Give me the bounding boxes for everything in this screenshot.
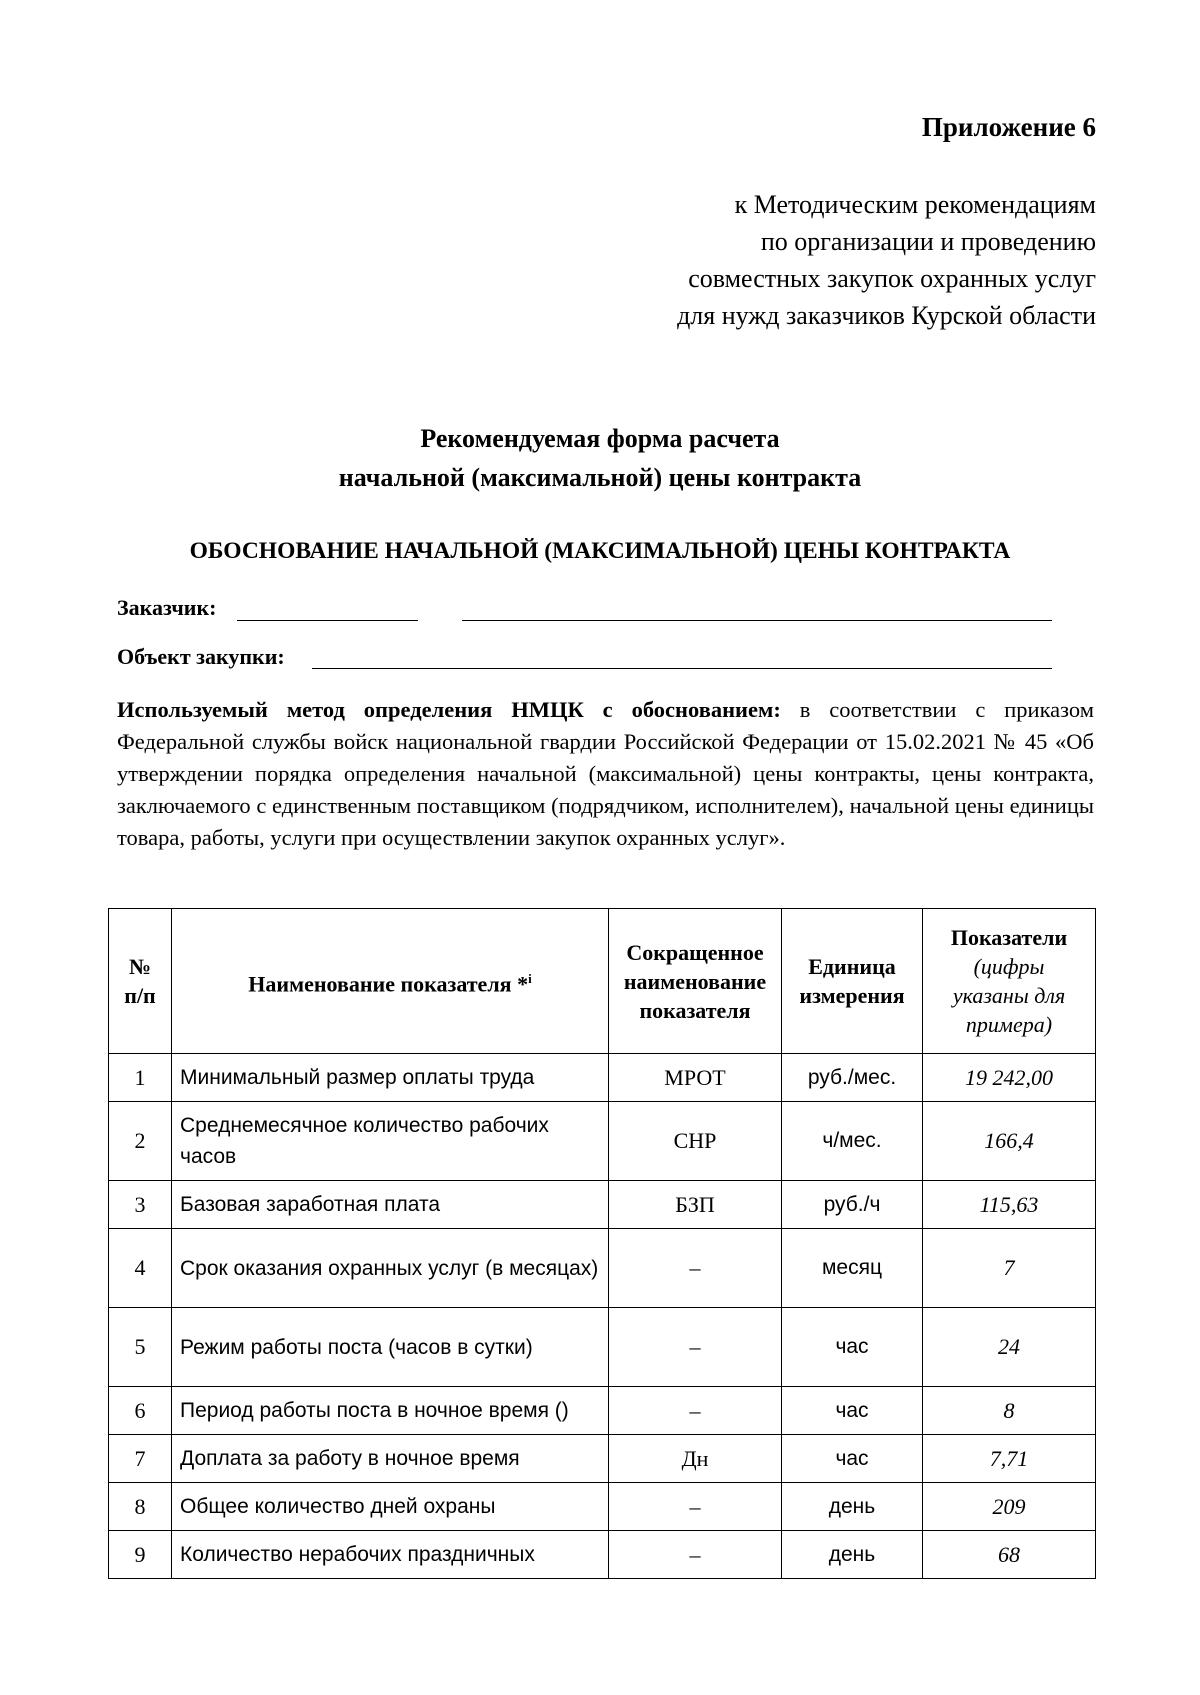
- row-abbreviation: БЗП: [609, 1181, 782, 1229]
- row-unit: час: [782, 1308, 923, 1387]
- method-paragraph: [117, 694, 1094, 854]
- customer-field[interactable]: [237, 620, 418, 621]
- row-abbreviation: –: [609, 1308, 782, 1387]
- header-abbr-line: показателя: [639, 997, 751, 1023]
- row-abbreviation: СНР: [609, 1102, 782, 1181]
- row-value: 166,4: [923, 1102, 1096, 1181]
- row-indicator-name: Период работы поста в ночное время (): [172, 1387, 609, 1435]
- table-row: [109, 1102, 1096, 1181]
- row-indicator-name: Режим работы поста (часов в сутки): [172, 1308, 609, 1387]
- row-value: 24: [923, 1308, 1096, 1387]
- header-value-hint: указаны для: [952, 983, 1066, 1008]
- customer-label: Заказчик:: [117, 595, 217, 620]
- table-row: [109, 1181, 1096, 1229]
- annex-title: Приложение 6: [921, 112, 1096, 142]
- row-number: 6: [109, 1387, 172, 1435]
- method-text: в соответствии с приказом Федеральной службы войск национальной гвардии Российской Федерации от 15.02.2021 № 45 «Об утверждении порядка определения начальной (максимальной) цены контракты, цены контракта, заключаемого с единственным поставщиком (подрядчиком, исполнителем), начальной цены единицы товара, работы, услуги при осуществлении закупок охранных услуг».: [117, 697, 1094, 850]
- row-number: 2: [109, 1102, 172, 1181]
- row-indicator-name: Количество нерабочих праздничных: [172, 1531, 609, 1579]
- row-unit: руб./ч: [782, 1181, 923, 1229]
- table-row: [109, 1054, 1096, 1102]
- header-abbr: [609, 909, 782, 1054]
- row-indicator-name: Минимальный размер оплаты труда: [172, 1054, 609, 1102]
- row-indicator-name: Среднемесячное количество рабочих часов: [172, 1102, 609, 1181]
- form-title-line: Рекомендуемая форма расчета: [420, 424, 780, 453]
- customer-field-extended[interactable]: [462, 620, 1052, 621]
- row-unit: день: [782, 1531, 923, 1579]
- row-value: 8: [923, 1387, 1096, 1435]
- row-unit: месяц: [782, 1229, 923, 1308]
- row-number: 1: [109, 1054, 172, 1102]
- header-unit-line: Единица: [808, 954, 896, 979]
- header-value-hint: (цифры: [973, 954, 1045, 979]
- header-name: [172, 909, 609, 1054]
- footnote-mark: i: [528, 970, 532, 986]
- header-num-line: №: [128, 954, 152, 979]
- row-number: 7: [109, 1435, 172, 1483]
- parameters-table: [108, 908, 1096, 1579]
- header-abbr-line: наименование: [623, 968, 767, 994]
- header-value-hint: примера): [965, 1012, 1053, 1037]
- row-abbreviation: –: [609, 1229, 782, 1308]
- header-unit-line: измерения: [799, 983, 905, 1008]
- table-row: [109, 1308, 1096, 1387]
- row-value: 209: [923, 1483, 1096, 1531]
- row-unit: день: [782, 1483, 923, 1531]
- row-number: 3: [109, 1181, 172, 1229]
- row-number: 4: [109, 1229, 172, 1308]
- object-field-extended[interactable]: [606, 668, 1052, 669]
- object-field[interactable]: [312, 668, 606, 669]
- row-abbreviation: Дн: [609, 1435, 782, 1483]
- row-number: 9: [109, 1531, 172, 1579]
- row-abbreviation: –: [609, 1387, 782, 1435]
- row-number: 5: [109, 1308, 172, 1387]
- table-row: [109, 1531, 1096, 1579]
- row-unit: ч/мес.: [782, 1102, 923, 1181]
- row-indicator-name: Доплата за работу в ночное время: [172, 1435, 609, 1483]
- justification-title: ОБОСНОВАНИЕ НАЧАЛЬНОЙ (МАКСИМАЛЬНОЙ) ЦЕНЫ КОНТРАКТА: [189, 538, 1011, 564]
- annex-subtitle: [677, 186, 1096, 334]
- annex-line: совместных закупок охранных услуг: [688, 264, 1096, 293]
- table-body: [109, 1054, 1096, 1579]
- row-value: 19 242,00: [923, 1054, 1096, 1102]
- table-row: [109, 1435, 1096, 1483]
- annex-line: для нужд заказчиков Курской области: [677, 301, 1096, 330]
- row-value: 7,71: [923, 1435, 1096, 1483]
- method-label: Используемый метод определения НМЦК с обоснованием:: [117, 697, 781, 722]
- annex-line: по организации и проведению: [760, 227, 1096, 256]
- header-name-text: Наименование показателя *: [248, 971, 529, 997]
- header-num: [109, 909, 172, 1054]
- form-title: [0, 419, 1200, 497]
- object-label: Объект закупки:: [117, 644, 285, 669]
- row-indicator-name: Срок оказания охранных услуг (в месяцах): [172, 1229, 609, 1308]
- row-abbreviation: –: [609, 1483, 782, 1531]
- header-unit: [782, 909, 923, 1054]
- table-header-row: [109, 909, 1096, 1054]
- row-number: 8: [109, 1483, 172, 1531]
- row-unit: руб./мес.: [782, 1054, 923, 1102]
- row-value: 115,63: [923, 1181, 1096, 1229]
- header-num-line: п/п: [124, 983, 156, 1008]
- row-unit: час: [782, 1435, 923, 1483]
- row-abbreviation: МРОТ: [609, 1054, 782, 1102]
- row-unit: час: [782, 1387, 923, 1435]
- table-row: [109, 1483, 1096, 1531]
- row-indicator-name: Общее количество дней охраны: [172, 1483, 609, 1531]
- form-title-line: начальной (максимальной) цены контракта: [338, 463, 862, 492]
- header-value-line: Показатели: [950, 925, 1068, 950]
- row-value: 68: [923, 1531, 1096, 1579]
- table-row: [109, 1229, 1096, 1308]
- row-value: 7: [923, 1229, 1096, 1308]
- row-indicator-name: Базовая заработная плата: [172, 1181, 609, 1229]
- header-abbr-line: Сокращенное: [626, 939, 764, 965]
- table-row: [109, 1387, 1096, 1435]
- row-abbreviation: –: [609, 1531, 782, 1579]
- header-value: [923, 909, 1096, 1054]
- annex-line: к Методическим рекомендациям: [734, 190, 1096, 219]
